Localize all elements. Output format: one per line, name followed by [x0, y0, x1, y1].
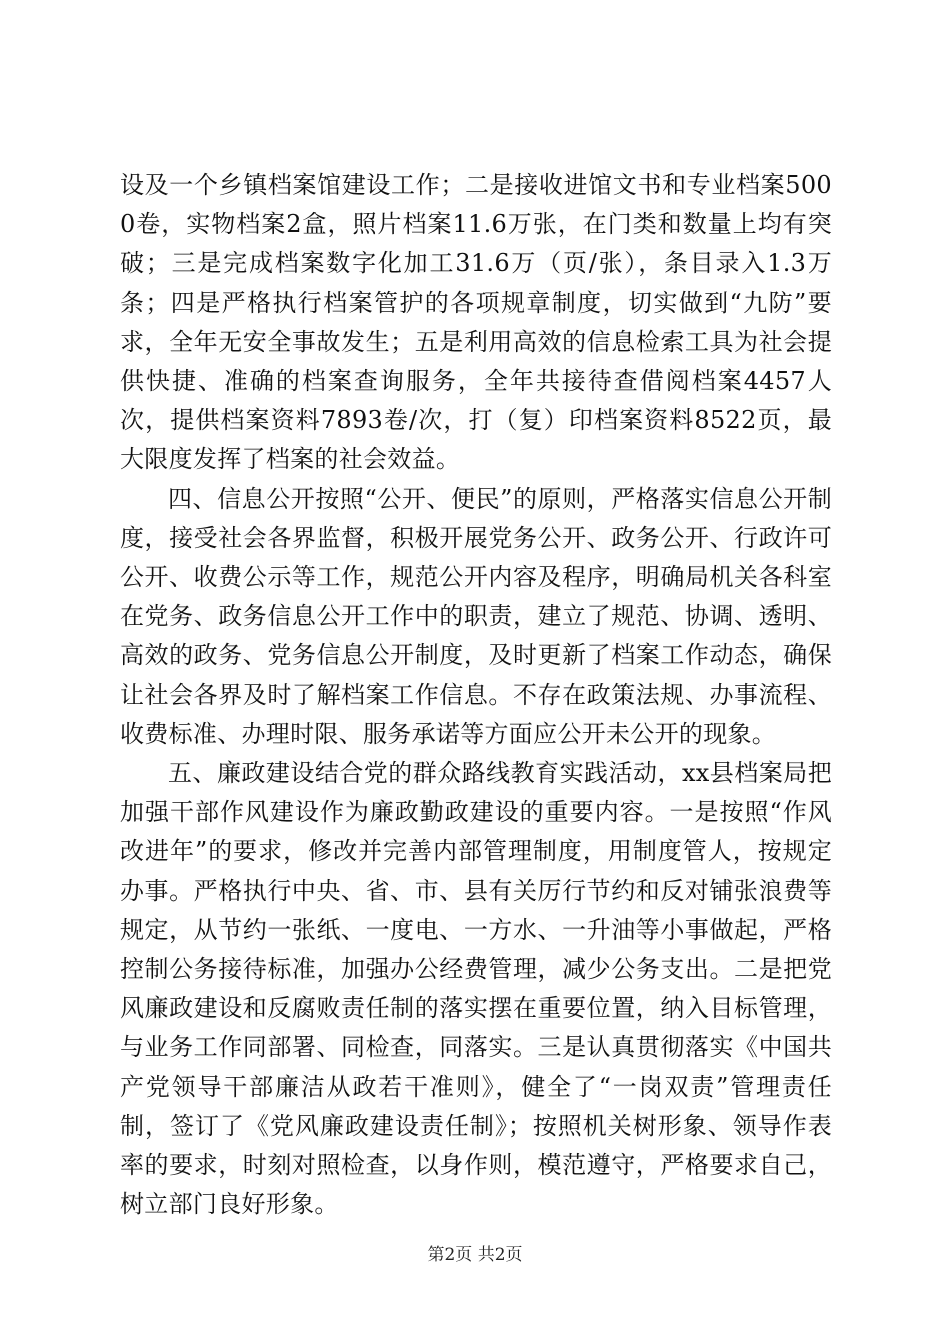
- page-footer: 第2页 共2页: [427, 1245, 523, 1265]
- paragraph-integrity-building: 五、廉政建设结合党的群众路线教育实践活动，xx县档案局把加强干部作风建设作为廉政勤政建设的重要内容。一是按照“作风改进年”的要求，修改并完善内部管理制度，用制度管人，按规定办事。严格执行中央、省、市、县有关厉行节约和反对铺张浪费等规定，从节约一张纸、一度电、一方水、一升油等小事做起，严格控制公务接待标准，加强办公经费管理，减少公务支出。二是把党风廉政建设和反腐败责任制的落实摆在重要位置，纳入目标管理，与业务工作同部署、同检查，同落实。三是认真贯彻落实《中国共产党领导干部廉洁从政若干准则》，健全了“一岗双责”管理责任制，签订了《党风廉政建设责任制》；按照机关树形象、领导作表率的要求，时刻对照检查，以身作则，模范遵守，严格要求自己，树立部门良好形象。: [120, 759, 832, 1219]
- paragraph-continuation: 设及一个乡镇档案馆建设工作；二是接收进馆文书和专业档案5000卷，实物档案2盒，照片档案11.6万张，在门类和数量上均有突破；三是完成档案数字化加工31.6万（页/张），条目录入1.3万条；四是严格执行档案管护的各项规章制度，切实做到“九防”要求，全年无安全事故发生；五是利用高效的信息检索工具为社会提供快捷、准确的档案查询服务，全年共接待查借阅档案4457人次，提供档案资料7893卷/次，打（复）印档案资料8522页，最大限度发挥了档案的社会效益。: [120, 171, 832, 474]
- paragraph-information-disclosure: 四、信息公开按照“公开、便民”的原则，严格落实信息公开制度，接受社会各界监督，积极开展党务公开、政务公开、行政许可公开、收费公示等工作，规范公开内容及程序，明确局机关各科室在党务、政务信息公开工作中的职责，建立了规范、协调、透明、高效的政务、党务信息公开制度，及时更新了档案工作动态，确保让社会各界及时了解档案工作信息。不存在政策法规、办事流程、收费标准、办理时限、服务承诺等方面应公开未公开的现象。: [120, 484, 832, 748]
- document-body: [120, 166, 832, 1224]
